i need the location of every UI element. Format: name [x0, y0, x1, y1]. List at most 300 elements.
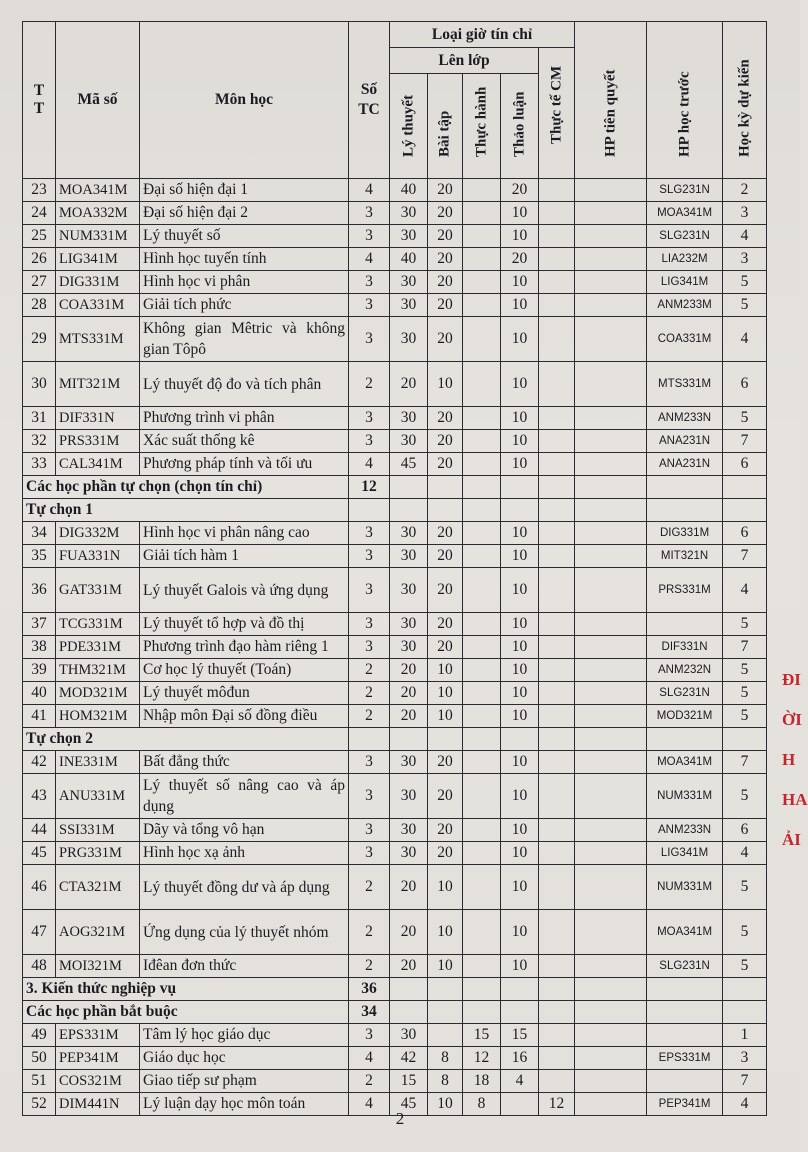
practical-hours [463, 522, 501, 545]
empty-cell [647, 476, 723, 499]
semester: 5 [723, 955, 767, 978]
empty-cell [575, 1001, 647, 1024]
table-row [23, 1070, 767, 1093]
exercise-hours: 8 [428, 1047, 463, 1070]
field-practice-hours [539, 613, 575, 636]
table-row [23, 1047, 767, 1070]
theory-hours: 20 [390, 910, 428, 955]
semester: 3 [723, 248, 767, 271]
theory-hours: 20 [390, 659, 428, 682]
table-row [23, 545, 767, 568]
field-practice-hours [539, 774, 575, 819]
field-practice-hours [539, 705, 575, 728]
semester: 5 [723, 294, 767, 317]
exercise-hours: 20 [428, 430, 463, 453]
prior-course: MOA341M [647, 751, 723, 774]
row-number: 35 [23, 545, 56, 568]
practical-hours [463, 294, 501, 317]
practical-hours [463, 271, 501, 294]
empty-cell [390, 476, 428, 499]
theory-hours: 20 [390, 705, 428, 728]
semester: 3 [723, 202, 767, 225]
course-code: DIF331N [56, 407, 140, 430]
practical-hours: 18 [463, 1070, 501, 1093]
row-number: 24 [23, 202, 56, 225]
practical-hours [463, 842, 501, 865]
row-number: 48 [23, 955, 56, 978]
discussion-hours: 10 [501, 910, 539, 955]
exercise-hours: 10 [428, 1093, 463, 1116]
course-code: PRG331M [56, 842, 140, 865]
practical-hours [463, 248, 501, 271]
row-number: 46 [23, 865, 56, 910]
field-practice-hours [539, 225, 575, 248]
theory-hours: 40 [390, 179, 428, 202]
empty-cell [501, 1001, 539, 1024]
semester: 4 [723, 842, 767, 865]
field-practice-hours [539, 659, 575, 682]
empty-cell [428, 728, 463, 751]
course-code: CAL341M [56, 453, 140, 476]
field-practice-hours [539, 179, 575, 202]
prior-course: COA331M [647, 317, 723, 362]
empty-cell [463, 1001, 501, 1024]
exercise-hours: 20 [428, 842, 463, 865]
course-code: LIG341M [56, 248, 140, 271]
empty-cell [501, 978, 539, 1001]
credits: 2 [349, 659, 390, 682]
discussion-hours: 10 [501, 407, 539, 430]
table-row [23, 774, 767, 819]
exercise-hours: 20 [428, 202, 463, 225]
field-practice-hours [539, 1024, 575, 1047]
discussion-hours: 10 [501, 317, 539, 362]
field-practice-hours [539, 1047, 575, 1070]
exercise-hours: 10 [428, 362, 463, 407]
credits: 3 [349, 1024, 390, 1047]
discussion-hours: 10 [501, 522, 539, 545]
empty-cell [501, 728, 539, 751]
empty-cell [501, 476, 539, 499]
table-row [23, 317, 767, 362]
theory-hours: 30 [390, 568, 428, 613]
red-stamp-fragment: ĐI ỜI H HA ẢI [782, 670, 808, 849]
theory-hours: 30 [390, 613, 428, 636]
practical-hours [463, 568, 501, 613]
prerequisite-course [575, 225, 647, 248]
semester: 7 [723, 545, 767, 568]
course-name: Lý thuyết độ đo và tích phân [140, 362, 349, 407]
section-label: Tự chọn 1 [23, 499, 349, 522]
page-number: 2 [395, 1109, 405, 1128]
table-row [23, 705, 767, 728]
theory-hours: 30 [390, 430, 428, 453]
row-number: 30 [23, 362, 56, 407]
field-practice-hours [539, 453, 575, 476]
discussion-hours: 10 [501, 430, 539, 453]
row-number: 28 [23, 294, 56, 317]
table-row [23, 407, 767, 430]
course-code: CTA321M [56, 865, 140, 910]
row-number: 41 [23, 705, 56, 728]
theory-hours: 20 [390, 955, 428, 978]
theory-hours: 40 [390, 248, 428, 271]
section-row [23, 499, 767, 522]
header-practice-cm: Thực tế CM [539, 48, 575, 179]
prior-course: ANA231N [647, 453, 723, 476]
semester: 4 [723, 317, 767, 362]
row-number: 32 [23, 430, 56, 453]
prior-course [647, 1070, 723, 1093]
credits: 3 [349, 294, 390, 317]
exercise-hours: 10 [428, 865, 463, 910]
practical-hours: 8 [463, 1093, 501, 1116]
empty-cell [390, 1001, 428, 1024]
course-code: MTS331M [56, 317, 140, 362]
credits: 2 [349, 955, 390, 978]
prerequisite-course [575, 271, 647, 294]
exercise-hours: 20 [428, 568, 463, 613]
field-practice-hours [539, 955, 575, 978]
prior-course: LIG341M [647, 842, 723, 865]
empty-cell [428, 978, 463, 1001]
field-practice-hours [539, 636, 575, 659]
table-row [23, 362, 767, 407]
prior-course: SLG231N [647, 682, 723, 705]
exercise-hours: 10 [428, 955, 463, 978]
course-code: TCG331M [56, 613, 140, 636]
course-code: INE331M [56, 751, 140, 774]
theory-hours: 30 [390, 751, 428, 774]
semester: 5 [723, 910, 767, 955]
course-name: Giáo dục học [140, 1047, 349, 1070]
practical-hours [463, 317, 501, 362]
course-code: GAT331M [56, 568, 140, 613]
prerequisite-course [575, 774, 647, 819]
semester: 6 [723, 522, 767, 545]
prior-course: SLG231N [647, 955, 723, 978]
course-code: HOM321M [56, 705, 140, 728]
prerequisite-course [575, 751, 647, 774]
row-number: 37 [23, 613, 56, 636]
row-number: 29 [23, 317, 56, 362]
row-number: 42 [23, 751, 56, 774]
discussion-hours: 15 [501, 1024, 539, 1047]
empty-cell [723, 476, 767, 499]
discussion-hours: 10 [501, 659, 539, 682]
practical-hours [463, 430, 501, 453]
theory-hours: 30 [390, 545, 428, 568]
prerequisite-course [575, 659, 647, 682]
prerequisite-course [575, 1070, 647, 1093]
semester: 6 [723, 362, 767, 407]
table-row [23, 271, 767, 294]
header-prior-course: HP học trước [647, 22, 723, 179]
course-code: PRS331M [56, 430, 140, 453]
semester: 2 [723, 179, 767, 202]
table-row [23, 179, 767, 202]
course-name: Lý thuyết Galois và ứng dụng [140, 568, 349, 613]
field-practice-hours [539, 522, 575, 545]
row-number: 50 [23, 1047, 56, 1070]
credits: 3 [349, 430, 390, 453]
header-prerequisite: HP tiên quyết [575, 22, 647, 179]
exercise-hours: 10 [428, 682, 463, 705]
practical-hours [463, 362, 501, 407]
field-practice-hours [539, 568, 575, 613]
course-name: Lý thuyết tổ hợp và đồ thị [140, 613, 349, 636]
practical-hours: 12 [463, 1047, 501, 1070]
course-name: Giải tích hàm 1 [140, 545, 349, 568]
header-exercise: Bài tập [428, 74, 463, 179]
empty-cell [390, 728, 428, 751]
exercise-hours: 20 [428, 522, 463, 545]
discussion-hours: 20 [501, 248, 539, 271]
semester: 3 [723, 1047, 767, 1070]
course-code: DIG332M [56, 522, 140, 545]
empty-cell [647, 1001, 723, 1024]
field-practice-hours [539, 362, 575, 407]
prior-course: MOA341M [647, 202, 723, 225]
semester: 5 [723, 774, 767, 819]
empty-cell [539, 978, 575, 1001]
row-number: 23 [23, 179, 56, 202]
theory-hours: 30 [390, 294, 428, 317]
discussion-hours: 10 [501, 202, 539, 225]
curriculum-table [22, 21, 767, 1116]
field-practice-hours [539, 545, 575, 568]
credits: 3 [349, 842, 390, 865]
row-number: 25 [23, 225, 56, 248]
course-code: THM321M [56, 659, 140, 682]
practical-hours [463, 179, 501, 202]
credits: 4 [349, 179, 390, 202]
theory-hours: 20 [390, 865, 428, 910]
theory-hours: 30 [390, 317, 428, 362]
semester: 5 [723, 271, 767, 294]
discussion-hours: 10 [501, 545, 539, 568]
theory-hours: 30 [390, 842, 428, 865]
practical-hours [463, 659, 501, 682]
semester: 7 [723, 751, 767, 774]
credits: 2 [349, 362, 390, 407]
discussion-hours: 10 [501, 751, 539, 774]
practical-hours [463, 955, 501, 978]
credits: 3 [349, 568, 390, 613]
table-row [23, 819, 767, 842]
table-row [23, 430, 767, 453]
semester: 5 [723, 705, 767, 728]
semester: 4 [723, 568, 767, 613]
empty-cell [428, 1001, 463, 1024]
prerequisite-course [575, 682, 647, 705]
credits: 2 [349, 705, 390, 728]
practical-hours [463, 705, 501, 728]
prerequisite-course [575, 522, 647, 545]
prior-course [647, 1024, 723, 1047]
empty-cell [428, 499, 463, 522]
empty-cell [463, 978, 501, 1001]
prerequisite-course [575, 248, 647, 271]
semester: 5 [723, 865, 767, 910]
credits: 2 [349, 910, 390, 955]
course-code: EPS331M [56, 1024, 140, 1047]
prerequisite-course [575, 430, 647, 453]
course-name: Xác suất thống kê [140, 430, 349, 453]
exercise-hours: 20 [428, 613, 463, 636]
empty-cell [539, 499, 575, 522]
field-practice-hours [539, 202, 575, 225]
semester: 7 [723, 1070, 767, 1093]
empty-cell [463, 499, 501, 522]
credits: 3 [349, 636, 390, 659]
course-code: NUM331M [56, 225, 140, 248]
field-practice-hours [539, 865, 575, 910]
course-code: MOI321M [56, 955, 140, 978]
prerequisite-course [575, 842, 647, 865]
discussion-hours: 10 [501, 453, 539, 476]
empty-cell [428, 476, 463, 499]
section-credits: 36 [349, 978, 390, 1001]
discussion-hours: 10 [501, 705, 539, 728]
exercise-hours [428, 1024, 463, 1047]
theory-hours: 20 [390, 362, 428, 407]
course-name: Không gian Mêtric và không gian Tôpô [140, 317, 349, 362]
practical-hours [463, 774, 501, 819]
table-row [23, 636, 767, 659]
course-code: MIT321M [56, 362, 140, 407]
row-number: 49 [23, 1024, 56, 1047]
section-credits [349, 728, 390, 751]
prerequisite-course [575, 568, 647, 613]
discussion-hours: 10 [501, 568, 539, 613]
course-name: Đại số hiện đại 1 [140, 179, 349, 202]
course-name: Dãy và tổng vô hạn [140, 819, 349, 842]
credits: 3 [349, 751, 390, 774]
row-number: 34 [23, 522, 56, 545]
course-code: SSI331M [56, 819, 140, 842]
table-row [23, 202, 767, 225]
semester: 7 [723, 430, 767, 453]
course-code: AOG321M [56, 910, 140, 955]
header-tt: TT [23, 22, 56, 179]
exercise-hours: 20 [428, 636, 463, 659]
row-number: 45 [23, 842, 56, 865]
course-name: Lý thuyết môđun [140, 682, 349, 705]
exercise-hours: 20 [428, 317, 463, 362]
theory-hours: 30 [390, 407, 428, 430]
theory-hours: 42 [390, 1047, 428, 1070]
row-number: 52 [23, 1093, 56, 1116]
field-practice-hours [539, 430, 575, 453]
prior-course: NUM331M [647, 774, 723, 819]
empty-cell [575, 978, 647, 1001]
table-row [23, 613, 767, 636]
field-practice-hours: 12 [539, 1093, 575, 1116]
prior-course: NUM331M [647, 865, 723, 910]
practical-hours [463, 407, 501, 430]
course-name: Hình học tuyến tính [140, 248, 349, 271]
credits: 3 [349, 225, 390, 248]
prerequisite-course [575, 1024, 647, 1047]
empty-cell [575, 476, 647, 499]
section-label: Các học phần bắt buộc [23, 1001, 349, 1024]
header-credits: Số TC [349, 22, 390, 179]
course-name: Hình học vi phân nâng cao [140, 522, 349, 545]
prior-course: LIG341M [647, 271, 723, 294]
course-name: Nhập môn Đại số đồng điều [140, 705, 349, 728]
empty-cell [723, 728, 767, 751]
prerequisite-course [575, 317, 647, 362]
exercise-hours: 20 [428, 248, 463, 271]
course-code: PEP341M [56, 1047, 140, 1070]
theory-hours: 30 [390, 774, 428, 819]
semester: 5 [723, 659, 767, 682]
exercise-hours: 20 [428, 271, 463, 294]
header-theory: Lý thuyết [390, 74, 428, 179]
practical-hours [463, 682, 501, 705]
course-code: MOA341M [56, 179, 140, 202]
credits: 3 [349, 271, 390, 294]
field-practice-hours [539, 819, 575, 842]
prerequisite-course [575, 819, 647, 842]
section-credits: 34 [349, 1001, 390, 1024]
discussion-hours: 10 [501, 294, 539, 317]
table-row [23, 659, 767, 682]
field-practice-hours [539, 1070, 575, 1093]
table-row [23, 248, 767, 271]
empty-cell [575, 499, 647, 522]
prior-course: SLG231N [647, 225, 723, 248]
course-code: PDE331M [56, 636, 140, 659]
credits: 4 [349, 248, 390, 271]
theory-hours: 30 [390, 522, 428, 545]
field-practice-hours [539, 248, 575, 271]
exercise-hours: 20 [428, 407, 463, 430]
semester: 4 [723, 225, 767, 248]
practical-hours [463, 751, 501, 774]
course-code: FUA331N [56, 545, 140, 568]
exercise-hours: 10 [428, 910, 463, 955]
empty-cell [390, 499, 428, 522]
credits: 3 [349, 317, 390, 362]
empty-cell [501, 499, 539, 522]
prior-course: ANM233N [647, 819, 723, 842]
practical-hours [463, 613, 501, 636]
prerequisite-course [575, 294, 647, 317]
credits: 2 [349, 1070, 390, 1093]
row-number: 44 [23, 819, 56, 842]
prerequisite-course [575, 179, 647, 202]
credits: 3 [349, 774, 390, 819]
exercise-hours: 20 [428, 453, 463, 476]
semester: 6 [723, 819, 767, 842]
course-name: Tâm lý học giáo dục [140, 1024, 349, 1047]
credits: 4 [349, 1047, 390, 1070]
prerequisite-course [575, 910, 647, 955]
exercise-hours: 20 [428, 751, 463, 774]
credits: 3 [349, 407, 390, 430]
empty-cell [539, 728, 575, 751]
exercise-hours: 8 [428, 1070, 463, 1093]
prior-course: EPS331M [647, 1047, 723, 1070]
section-row [23, 476, 767, 499]
row-number: 31 [23, 407, 56, 430]
section-row [23, 978, 767, 1001]
semester: 5 [723, 682, 767, 705]
row-number: 39 [23, 659, 56, 682]
exercise-hours: 10 [428, 705, 463, 728]
